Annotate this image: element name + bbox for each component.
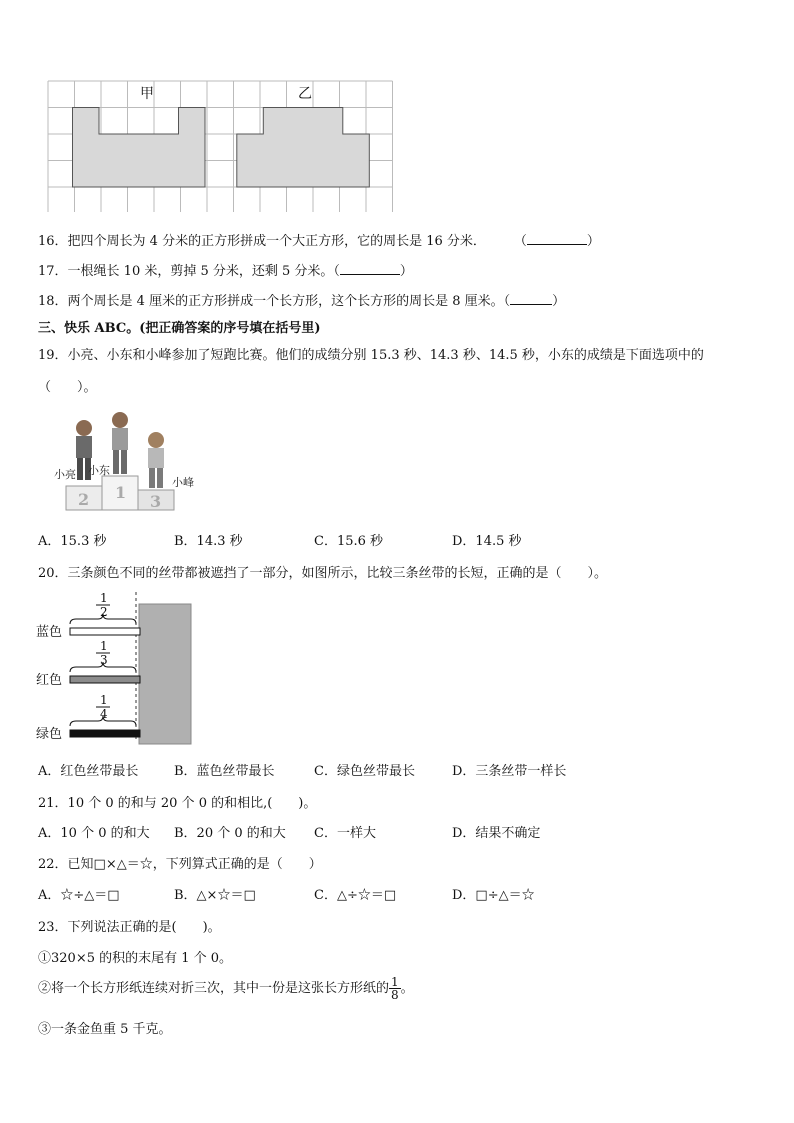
fraction-one-eighth: $\frac{1}{8}$ — [391, 975, 399, 1002]
ribbon-green — [36, 693, 140, 742]
q20-option-b[interactable]: B．蓝色丝带最长 — [174, 764, 275, 779]
ribbon-figure — [36, 590, 196, 750]
answer-blank-16[interactable] — [527, 232, 587, 245]
statement-3: ③一条金鱼重 5 千克。 — [38, 1022, 172, 1037]
fraction-num-green: 1 — [100, 693, 108, 707]
q21-option-a[interactable]: A．10 个 0 的和大 — [38, 826, 150, 841]
question-23: 23．下列说法正确的是( )。 — [38, 920, 221, 935]
q19-option-d[interactable]: D．14.5 秒 — [452, 534, 522, 549]
question-22: 22．已知□×△＝☆，下列算式正确的是（ ） — [38, 857, 322, 872]
q21-option-d[interactable]: D．结果不确定 — [452, 826, 541, 841]
name-xiaofeng: 小峰 — [172, 476, 194, 489]
label-jia: 甲 — [140, 86, 154, 102]
ribbon-label-green: 绿色 — [36, 727, 63, 742]
question-16: 16．把四个周长为 4 分米的正方形拼成一个大正方形，它的周长是 16 分米． （ ） — [38, 234, 600, 249]
fraction-den-blue: 2 — [100, 605, 108, 619]
boy-xiaofeng — [148, 432, 164, 488]
fraction-num-blue: 1 — [100, 591, 108, 605]
name-xiaodong: 小东 — [88, 464, 110, 477]
fraction-den-red: 3 — [100, 653, 108, 667]
shape-jia — [73, 108, 206, 188]
question-20: 20．三条颜色不同的丝带都被遮挡了一部分，如图所示，比较三条丝带的长短，正确的是（ ）。 — [38, 566, 608, 581]
podium-number-2: 2 — [78, 490, 90, 509]
answer-blank-18[interactable] — [510, 292, 552, 305]
grid-figure — [40, 76, 400, 212]
fraction-num-red: 1 — [100, 639, 108, 653]
ribbon-blue — [36, 591, 140, 640]
q22-option-b[interactable]: B．△×☆＝□ — [174, 888, 256, 903]
name-xiaoliang: 小亮 — [54, 468, 76, 481]
q22-option-a[interactable]: A．☆÷△＝□ — [38, 888, 120, 903]
statement-1: ①320×5 的积的末尾有 1 个 0。 — [38, 951, 233, 966]
ribbon-red — [36, 639, 140, 688]
q22-option-d[interactable]: D．□÷△＝☆ — [452, 888, 535, 903]
answer-blank-17[interactable] — [340, 262, 400, 275]
q22-option-c[interactable]: C．△÷☆＝□ — [314, 888, 397, 903]
label-yi: 乙 — [298, 86, 312, 102]
boy-xiaodong — [112, 412, 128, 474]
fraction-den-green: 4 — [100, 707, 108, 721]
podium-figure — [54, 408, 204, 514]
ribbon-label-blue: 蓝色 — [36, 625, 63, 640]
q19-option-a[interactable]: A．15.3 秒 — [38, 534, 107, 549]
podium-number-3: 3 — [150, 492, 162, 511]
q20-option-d[interactable]: D．三条丝带一样长 — [452, 764, 567, 779]
q20-option-a[interactable]: A．红色丝带最长 — [38, 764, 139, 779]
q19-option-b[interactable]: B．14.3 秒 — [174, 534, 243, 549]
statement-2: ②将一个长方形纸连续对折三次，其中一份是这张长方形纸的 $\frac{1}{8}$ 。 — [38, 975, 414, 1002]
q21-option-b[interactable]: B．20 个 0 的和大 — [174, 826, 286, 841]
section-heading: 三、快乐 ABC。(把正确答案的序号填在括号里) — [38, 321, 321, 336]
podium-number-1: 1 — [115, 483, 127, 502]
q19-option-c[interactable]: C．15.6 秒 — [314, 534, 384, 549]
question-21: 21．10 个 0 的和与 20 个 0 的和相比,( )。 — [38, 796, 317, 811]
ribbon-label-red: 红色 — [36, 673, 63, 688]
question-18: 18．两个周长是 4 厘米的正方形拼成一个长方形，这个长方形的周长是 8 厘米。（ ） — [38, 294, 566, 309]
q21-option-c[interactable]: C．一样大 — [314, 826, 376, 841]
shape-yi — [237, 108, 369, 188]
question-19-line1: 19．小亮、小东和小峰参加了短跑比赛。他们的成绩分别 15.3 秒、14.3 秒、14.5 秒，小东的成绩是下面选项中的 — [38, 348, 704, 363]
q20-option-c[interactable]: C．绿色丝带最长 — [314, 764, 415, 779]
question-19-line2: （ ）。 — [38, 380, 97, 395]
question-17: 17．一根绳长 10 米，剪掉 5 分米，还剩 5 分米。（ ） — [38, 264, 413, 279]
